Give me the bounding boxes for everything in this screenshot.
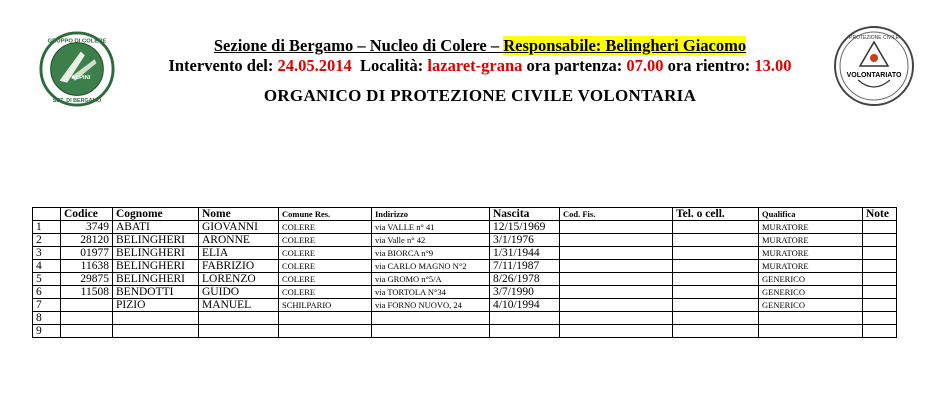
nome-cell: FABRIZIO	[199, 260, 279, 273]
qualifica-cell: MURATORE	[759, 221, 863, 234]
nome-cell: ARONNE	[199, 234, 279, 247]
indirizzo-cell	[372, 325, 490, 338]
cognome-cell: BELINGHERI	[113, 273, 199, 286]
svg-text:GRUPPO DI COLERE: GRUPPO DI COLERE	[47, 38, 107, 45]
indirizzo-cell: via GROMO n°5/A	[372, 273, 490, 286]
indirizzo-cell: via Valle n° 42	[372, 234, 490, 247]
nome-cell	[199, 325, 279, 338]
comune-cell: COLERE	[279, 221, 372, 234]
indirizzo-cell: via TORTOLA N°34	[372, 286, 490, 299]
comune-cell: COLERE	[279, 286, 372, 299]
svg-text:ALPINI: ALPINI	[71, 74, 91, 81]
qualifica-cell: MURATORE	[759, 234, 863, 247]
column-header-comune: Comune Res.	[279, 208, 372, 221]
volunteer-civil-protection-logo	[832, 24, 916, 108]
nome-cell: GUIDO	[199, 286, 279, 299]
table-row	[33, 260, 897, 273]
qualifica-cell: MURATORE	[759, 260, 863, 273]
comune-cell: COLERE	[279, 273, 372, 286]
comune-cell	[279, 325, 372, 338]
nascita-cell: 12/15/1969	[490, 221, 560, 234]
cod-fis-cell	[560, 260, 673, 273]
column-header-nome: Nome	[199, 208, 279, 221]
column-header-nascita: Nascita	[490, 208, 560, 221]
indirizzo-cell	[372, 312, 490, 325]
qualifica-cell: MURATORE	[759, 247, 863, 260]
row-index: 9	[33, 325, 61, 338]
comune-cell: COLERE	[279, 260, 372, 273]
page-title: ORGANICO DI PROTEZIONE CIVILE VOLONTARIA	[263, 86, 697, 105]
cognome-cell: BENDOTTI	[113, 286, 199, 299]
cognome-cell: BELINGHERI	[113, 234, 199, 247]
section-responsible-line	[130, 36, 830, 56]
codice-cell: 11638	[61, 260, 113, 273]
indirizzo-cell: via VALLE n° 41	[372, 221, 490, 234]
codice-cell: 01977	[61, 247, 113, 260]
alpini-group-logo	[38, 30, 116, 108]
nascita-cell: 3/1/1976	[490, 234, 560, 247]
note-cell	[863, 273, 897, 286]
cod-fis-cell	[560, 286, 673, 299]
telefono-cell	[673, 247, 759, 260]
column-header-qualifica: Qualifica	[759, 208, 863, 221]
comune-cell: COLERE	[279, 234, 372, 247]
row-index: 2	[33, 234, 61, 247]
nascita-cell: 1/31/1944	[490, 247, 560, 260]
intervention-details-line	[130, 56, 830, 76]
codice-cell	[61, 325, 113, 338]
indirizzo-cell: via BIORCA n°9	[372, 247, 490, 260]
row-index: 8	[33, 312, 61, 325]
section-label: Sezione di Bergamo – Nucleo di Colere –	[213, 36, 504, 55]
cognome-cell: BELINGHERI	[113, 260, 199, 273]
qualifica-cell	[759, 325, 863, 338]
qualifica-cell: GENERICO	[759, 286, 863, 299]
return-value: 13.00	[754, 56, 792, 75]
telefono-cell	[673, 312, 759, 325]
cod-fis-cell	[560, 299, 673, 312]
departure-value: 07.00	[626, 56, 664, 75]
cod-fis-cell	[560, 247, 673, 260]
nascita-cell	[490, 312, 560, 325]
nascita-cell	[490, 325, 560, 338]
column-header-codice: Codice	[61, 208, 113, 221]
cod-fis-cell	[560, 325, 673, 338]
note-cell	[863, 234, 897, 247]
note-cell	[863, 325, 897, 338]
qualifica-cell: GENERICO	[759, 299, 863, 312]
telefono-cell	[673, 299, 759, 312]
column-header-index	[33, 208, 61, 221]
column-header-cognome: Cognome	[113, 208, 199, 221]
column-header-telefono: Tel. o cell.	[673, 208, 759, 221]
telefono-cell	[673, 286, 759, 299]
svg-text:VOLONTARIATO: VOLONTARIATO	[846, 72, 902, 79]
report-header	[130, 36, 830, 76]
row-index: 5	[33, 273, 61, 286]
column-header-indirizzo: Indirizzo	[372, 208, 490, 221]
table-row	[33, 273, 897, 286]
telefono-cell	[673, 325, 759, 338]
codice-cell: 29875	[61, 273, 113, 286]
row-index: 4	[33, 260, 61, 273]
note-cell	[863, 299, 897, 312]
cod-fis-cell	[560, 221, 673, 234]
table-row	[33, 247, 897, 260]
qualifica-cell: GENERICO	[759, 273, 863, 286]
telefono-cell	[673, 221, 759, 234]
table-row	[33, 286, 897, 299]
cognome-cell: BELINGHERI	[113, 247, 199, 260]
nascita-cell: 3/7/1990	[490, 286, 560, 299]
comune-cell	[279, 312, 372, 325]
table-row	[33, 234, 897, 247]
volunteer-roster-table	[32, 207, 897, 338]
note-cell	[863, 260, 897, 273]
nascita-cell: 4/10/1994	[490, 299, 560, 312]
table-row	[33, 312, 897, 325]
responsible-name: Responsabile: Belingheri Giacomo	[503, 36, 747, 55]
column-header-cod-fis: Cod. Fis.	[560, 208, 673, 221]
cod-fis-cell	[560, 273, 673, 286]
note-cell	[863, 312, 897, 325]
svg-text:PROTEZIONE CIVILE: PROTEZIONE CIVILE	[849, 35, 899, 41]
nome-cell: MANUEL	[199, 299, 279, 312]
telefono-cell	[673, 260, 759, 273]
nascita-cell: 8/26/1978	[490, 273, 560, 286]
cognome-cell: PIZIO	[113, 299, 199, 312]
row-index: 6	[33, 286, 61, 299]
comune-cell: SCHILPARIO	[279, 299, 372, 312]
note-cell	[863, 286, 897, 299]
table-row	[33, 325, 897, 338]
cognome-cell	[113, 325, 199, 338]
codice-cell	[61, 312, 113, 325]
telefono-cell	[673, 234, 759, 247]
qualifica-cell	[759, 312, 863, 325]
row-index: 1	[33, 221, 61, 234]
svg-text:SEZ. DI BERGAMO: SEZ. DI BERGAMO	[52, 98, 102, 105]
telefono-cell	[673, 273, 759, 286]
departure-label: ora partenza:	[522, 56, 627, 75]
codice-cell: 28120	[61, 234, 113, 247]
nome-cell	[199, 312, 279, 325]
nome-cell: LORENZO	[199, 273, 279, 286]
table-row	[33, 221, 897, 234]
nome-cell: GIOVANNI	[199, 221, 279, 234]
codice-cell	[61, 299, 113, 312]
intervention-label: Intervento del:	[168, 56, 278, 75]
nascita-cell: 7/11/1987	[490, 260, 560, 273]
column-header-note: Note	[863, 208, 897, 221]
cod-fis-cell	[560, 234, 673, 247]
location-value: lazaret-grana	[427, 56, 523, 75]
note-cell	[863, 221, 897, 234]
cod-fis-cell	[560, 312, 673, 325]
table-header-row	[33, 208, 897, 221]
nome-cell: ELIA	[199, 247, 279, 260]
codice-cell: 3749	[61, 221, 113, 234]
row-index: 7	[33, 299, 61, 312]
indirizzo-cell: via FORNO NUOVO, 24	[372, 299, 490, 312]
cognome-cell	[113, 312, 199, 325]
comune-cell: COLERE	[279, 247, 372, 260]
return-label: ora rientro:	[663, 56, 755, 75]
table-row	[33, 299, 897, 312]
note-cell	[863, 247, 897, 260]
intervention-date: 24.05.2014	[277, 56, 352, 75]
cognome-cell: ABATI	[113, 221, 199, 234]
row-index: 3	[33, 247, 61, 260]
indirizzo-cell: via CARLO MAGNO N°2	[372, 260, 490, 273]
location-label: Località:	[351, 56, 428, 75]
codice-cell: 11508	[61, 286, 113, 299]
